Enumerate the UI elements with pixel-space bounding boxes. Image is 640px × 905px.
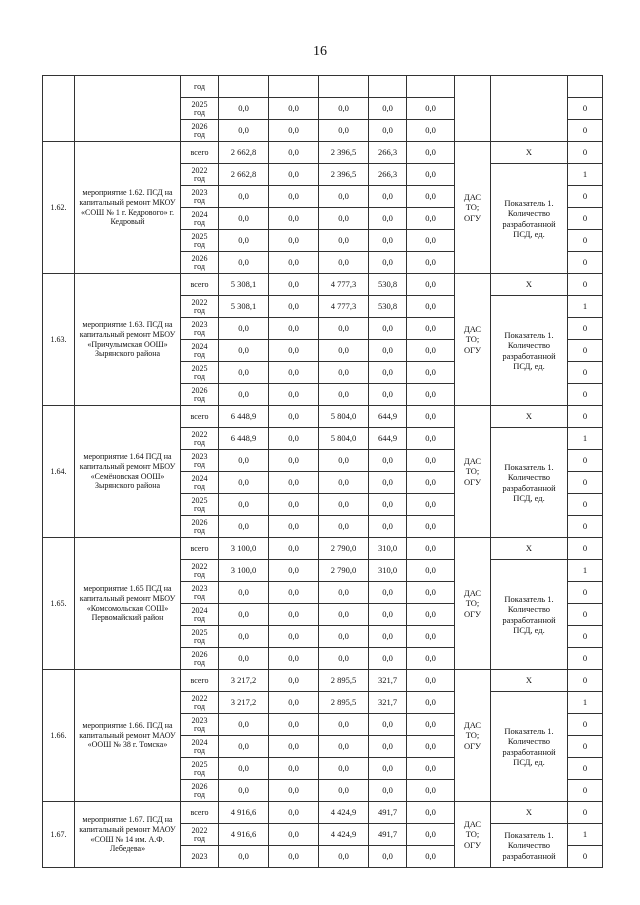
result-cell: 1: [568, 164, 603, 186]
result-cell: 0: [568, 538, 603, 560]
responsible-cell: ДАС ТО; ОГУ: [455, 538, 491, 670]
year-cell: 2022 год: [181, 824, 219, 846]
result-cell: 0: [568, 846, 603, 868]
value-cell: 0,0: [369, 318, 407, 340]
result-cell: 0: [568, 450, 603, 472]
value-cell: 0,0: [407, 384, 455, 406]
value-cell: 0,0: [407, 692, 455, 714]
measure-number-cell: [43, 76, 75, 142]
value-cell: 321,7: [369, 670, 407, 692]
value-cell: 0,0: [269, 450, 319, 472]
value-cell: 321,7: [369, 692, 407, 714]
year-cell: 2024 год: [181, 604, 219, 626]
value-cell: 0,0: [219, 714, 269, 736]
value-cell: 5 308,1: [219, 296, 269, 318]
value-cell: 0,0: [219, 736, 269, 758]
value-cell: 0,0: [369, 780, 407, 802]
table-row: [43, 802, 603, 824]
value-cell: 0,0: [407, 120, 455, 142]
value-cell: [407, 76, 455, 98]
value-cell: 0,0: [407, 560, 455, 582]
result-cell: 0: [568, 384, 603, 406]
value-cell: 0,0: [269, 582, 319, 604]
value-cell: 0,0: [369, 714, 407, 736]
value-cell: 266,3: [369, 142, 407, 164]
value-cell: 0,0: [407, 142, 455, 164]
responsible-cell: [455, 76, 491, 142]
value-cell: 0,0: [369, 186, 407, 208]
result-cell: 0: [568, 736, 603, 758]
value-cell: 0,0: [407, 604, 455, 626]
value-cell: 0,0: [407, 274, 455, 296]
value-cell: 0,0: [369, 494, 407, 516]
measure-number-cell: 1.64.: [43, 406, 75, 538]
value-cell: 5 804,0: [319, 406, 369, 428]
value-cell: 0,0: [369, 846, 407, 868]
value-cell: 0,0: [407, 670, 455, 692]
result-cell: 0: [568, 406, 603, 428]
value-cell: 0,0: [319, 780, 369, 802]
value-cell: 0,0: [407, 516, 455, 538]
value-cell: 0,0: [319, 604, 369, 626]
year-cell: 2022 год: [181, 428, 219, 450]
result-cell: 0: [568, 758, 603, 780]
indicator-x-cell: Х: [491, 670, 568, 692]
year-cell: 2024 год: [181, 340, 219, 362]
value-cell: 0,0: [407, 164, 455, 186]
result-cell: 0: [568, 274, 603, 296]
year-cell: всего: [181, 142, 219, 164]
value-cell: 0,0: [407, 252, 455, 274]
value-cell: 0,0: [369, 384, 407, 406]
value-cell: 0,0: [219, 780, 269, 802]
value-cell: [369, 76, 407, 98]
result-cell: 0: [568, 714, 603, 736]
indicator-x-cell: Х: [491, 406, 568, 428]
value-cell: 0,0: [219, 494, 269, 516]
value-cell: 4 916,6: [219, 802, 269, 824]
value-cell: 0,0: [319, 340, 369, 362]
year-cell: 2022 год: [181, 296, 219, 318]
value-cell: 0,0: [219, 582, 269, 604]
measure-number-cell: 1.65.: [43, 538, 75, 670]
result-cell: 0: [568, 340, 603, 362]
year-cell: 2023: [181, 846, 219, 868]
value-cell: 0,0: [407, 846, 455, 868]
value-cell: 2 396,5: [319, 164, 369, 186]
value-cell: 0,0: [269, 428, 319, 450]
value-cell: 0,0: [269, 538, 319, 560]
result-cell: 1: [568, 428, 603, 450]
responsible-cell: ДАС ТО; ОГУ: [455, 802, 491, 868]
value-cell: 0,0: [319, 120, 369, 142]
measure-name-cell: мероприятие 1.62. ПСД на капитальный ремонт МКОУ «СОШ № 1 г. Кедрового» г. Кедровый: [75, 142, 181, 274]
value-cell: 4 424,9: [319, 802, 369, 824]
value-cell: 0,0: [269, 98, 319, 120]
value-cell: 0,0: [319, 384, 369, 406]
value-cell: 6 448,9: [219, 406, 269, 428]
value-cell: [219, 76, 269, 98]
value-cell: 0,0: [407, 780, 455, 802]
value-cell: 0,0: [407, 582, 455, 604]
value-cell: 0,0: [407, 824, 455, 846]
value-cell: [269, 76, 319, 98]
value-cell: 3 100,0: [219, 538, 269, 560]
value-cell: 0,0: [407, 494, 455, 516]
result-cell: 0: [568, 208, 603, 230]
value-cell: 0,0: [369, 472, 407, 494]
table-row: [43, 538, 603, 560]
result-cell: 0: [568, 186, 603, 208]
year-cell: 2026 год: [181, 780, 219, 802]
value-cell: 2 895,5: [319, 670, 369, 692]
year-cell: 2026 год: [181, 252, 219, 274]
value-cell: 0,0: [369, 736, 407, 758]
measure-number-cell: 1.67.: [43, 802, 75, 868]
value-cell: 0,0: [219, 318, 269, 340]
year-cell: 2024 год: [181, 472, 219, 494]
value-cell: 0,0: [319, 582, 369, 604]
year-cell: 2025 год: [181, 362, 219, 384]
value-cell: 0,0: [407, 758, 455, 780]
value-cell: 2 662,8: [219, 142, 269, 164]
value-cell: 0,0: [219, 846, 269, 868]
value-cell: 0,0: [369, 626, 407, 648]
value-cell: 0,0: [269, 318, 319, 340]
year-cell: 2025 год: [181, 98, 219, 120]
indicator-cell: Показатель 1. Количество разработанной: [491, 824, 568, 868]
value-cell: 0,0: [219, 362, 269, 384]
value-cell: 0,0: [219, 186, 269, 208]
value-cell: 0,0: [369, 120, 407, 142]
value-cell: 0,0: [269, 670, 319, 692]
value-cell: 0,0: [407, 802, 455, 824]
measure-name-cell: мероприятие 1.64 ПСД на капитальный ремонт МБОУ «Семёновская ООШ» Зырянского района: [75, 406, 181, 538]
year-cell: 2023 год: [181, 714, 219, 736]
value-cell: 0,0: [219, 340, 269, 362]
value-cell: 0,0: [369, 252, 407, 274]
year-cell: 2023 год: [181, 318, 219, 340]
value-cell: 0,0: [407, 362, 455, 384]
indicator-x-cell: Х: [491, 142, 568, 164]
year-cell: всего: [181, 274, 219, 296]
year-cell: всего: [181, 670, 219, 692]
value-cell: 0,0: [269, 252, 319, 274]
value-cell: 530,8: [369, 296, 407, 318]
value-cell: 0,0: [219, 604, 269, 626]
value-cell: 6 448,9: [219, 428, 269, 450]
value-cell: 0,0: [219, 252, 269, 274]
value-cell: 3 217,2: [219, 670, 269, 692]
value-cell: 0,0: [369, 98, 407, 120]
value-cell: 0,0: [269, 626, 319, 648]
value-cell: 0,0: [219, 648, 269, 670]
value-cell: 310,0: [369, 538, 407, 560]
value-cell: 0,0: [369, 516, 407, 538]
year-cell: 2022 год: [181, 692, 219, 714]
value-cell: 491,7: [369, 802, 407, 824]
value-cell: 0,0: [269, 604, 319, 626]
value-cell: 0,0: [269, 692, 319, 714]
result-cell: 0: [568, 494, 603, 516]
value-cell: 0,0: [269, 472, 319, 494]
value-cell: 2 790,0: [319, 538, 369, 560]
year-cell: 2025 год: [181, 494, 219, 516]
year-cell: 2023 год: [181, 582, 219, 604]
result-cell: 1: [568, 296, 603, 318]
value-cell: 0,0: [219, 626, 269, 648]
measure-number-cell: 1.62.: [43, 142, 75, 274]
responsible-cell: ДАС ТО; ОГУ: [455, 670, 491, 802]
result-cell: 1: [568, 560, 603, 582]
value-cell: 0,0: [407, 406, 455, 428]
value-cell: 2 790,0: [319, 560, 369, 582]
table-row: [43, 142, 603, 164]
value-cell: 0,0: [369, 582, 407, 604]
value-cell: 0,0: [369, 450, 407, 472]
value-cell: 0,0: [369, 362, 407, 384]
indicator-cell: Показатель 1. Количество разработанной ПСД, ед.: [491, 560, 568, 670]
value-cell: 0,0: [269, 516, 319, 538]
result-cell: 0: [568, 582, 603, 604]
result-cell: 0: [568, 604, 603, 626]
value-cell: 0,0: [269, 296, 319, 318]
value-cell: 0,0: [219, 516, 269, 538]
value-cell: 0,0: [319, 626, 369, 648]
value-cell: 0,0: [319, 472, 369, 494]
table-row: [43, 406, 603, 428]
value-cell: 0,0: [407, 230, 455, 252]
year-cell: всего: [181, 802, 219, 824]
value-cell: 2 396,5: [319, 142, 369, 164]
value-cell: 0,0: [269, 714, 319, 736]
value-cell: 644,9: [369, 428, 407, 450]
measure-number-cell: 1.63.: [43, 274, 75, 406]
value-cell: 0,0: [269, 274, 319, 296]
result-cell: 0: [568, 626, 603, 648]
result-cell: 0: [568, 230, 603, 252]
value-cell: 0,0: [269, 802, 319, 824]
value-cell: 0,0: [319, 318, 369, 340]
value-cell: 0,0: [319, 98, 369, 120]
value-cell: 0,0: [319, 736, 369, 758]
measure-name-cell: мероприятие 1.63. ПСД на капитальный ремонт МБОУ «Причулымская ООШ» Зырянского района: [75, 274, 181, 406]
result-cell: 0: [568, 780, 603, 802]
value-cell: 0,0: [369, 604, 407, 626]
year-cell: 2026 год: [181, 516, 219, 538]
value-cell: 0,0: [319, 494, 369, 516]
result-cell: 0: [568, 472, 603, 494]
value-cell: 0,0: [269, 120, 319, 142]
year-cell: всего: [181, 406, 219, 428]
indicator-x-cell: Х: [491, 274, 568, 296]
result-cell: 1: [568, 824, 603, 846]
value-cell: 0,0: [369, 340, 407, 362]
table-row: [43, 274, 603, 296]
result-cell: 0: [568, 120, 603, 142]
measure-number-cell: 1.66.: [43, 670, 75, 802]
value-cell: 0,0: [407, 538, 455, 560]
value-cell: 0,0: [407, 340, 455, 362]
value-cell: 0,0: [219, 230, 269, 252]
result-cell: 0: [568, 142, 603, 164]
value-cell: 0,0: [219, 120, 269, 142]
value-cell: 0,0: [319, 648, 369, 670]
value-cell: 0,0: [269, 340, 319, 362]
value-cell: 0,0: [219, 758, 269, 780]
value-cell: 0,0: [369, 230, 407, 252]
value-cell: 2 662,8: [219, 164, 269, 186]
page-number: 16: [313, 44, 327, 59]
value-cell: 0,0: [269, 406, 319, 428]
value-cell: 0,0: [407, 318, 455, 340]
value-cell: 0,0: [407, 450, 455, 472]
year-cell: 2024 год: [181, 208, 219, 230]
value-cell: 0,0: [319, 208, 369, 230]
value-cell: 491,7: [369, 824, 407, 846]
measure-name-cell: мероприятие 1.67. ПСД на капитальный ремонт МАОУ «СОШ № 14 им. А.Ф. Лебедева»: [75, 802, 181, 868]
year-cell: 2023 год: [181, 450, 219, 472]
value-cell: 0,0: [319, 516, 369, 538]
measure-name-cell: мероприятие 1.66. ПСД на капитальный ремонт МАОУ «ООШ № 38 г. Томска»: [75, 670, 181, 802]
value-cell: 0,0: [319, 846, 369, 868]
value-cell: 4 777,3: [319, 274, 369, 296]
value-cell: 0,0: [269, 494, 319, 516]
value-cell: 0,0: [407, 98, 455, 120]
year-cell: 2025 год: [181, 758, 219, 780]
value-cell: 0,0: [269, 142, 319, 164]
value-cell: 0,0: [369, 758, 407, 780]
year-cell: год: [181, 76, 219, 98]
measures-table: [42, 75, 603, 868]
value-cell: 0,0: [269, 824, 319, 846]
result-cell: 0: [568, 98, 603, 120]
value-cell: 266,3: [369, 164, 407, 186]
year-cell: 2024 год: [181, 736, 219, 758]
value-cell: 0,0: [269, 648, 319, 670]
result-cell: 1: [568, 692, 603, 714]
year-cell: 2026 год: [181, 384, 219, 406]
indicator-cell: Показатель 1. Количество разработанной ПСД, ед.: [491, 428, 568, 538]
value-cell: 0,0: [269, 208, 319, 230]
year-cell: 2023 год: [181, 186, 219, 208]
value-cell: 2 895,5: [319, 692, 369, 714]
year-cell: 2022 год: [181, 164, 219, 186]
measure-name-cell: [75, 76, 181, 142]
responsible-cell: ДАС ТО; ОГУ: [455, 142, 491, 274]
indicator-cell: Показатель 1. Количество разработанной ПСД, ед.: [491, 692, 568, 802]
value-cell: [319, 76, 369, 98]
responsible-cell: ДАС ТО; ОГУ: [455, 274, 491, 406]
year-cell: 2025 год: [181, 230, 219, 252]
result-cell: 0: [568, 362, 603, 384]
value-cell: 0,0: [407, 428, 455, 450]
value-cell: 4 777,3: [319, 296, 369, 318]
value-cell: 5 804,0: [319, 428, 369, 450]
indicator-x-cell: Х: [491, 802, 568, 824]
result-cell: 0: [568, 670, 603, 692]
indicator-x-cell: Х: [491, 538, 568, 560]
value-cell: 0,0: [219, 472, 269, 494]
value-cell: 310,0: [369, 560, 407, 582]
measure-name-cell: мероприятие 1.65 ПСД на капитальный ремонт МБОУ «Комсомольская СОШ» Первомайский район: [75, 538, 181, 670]
value-cell: 0,0: [269, 384, 319, 406]
value-cell: 0,0: [407, 648, 455, 670]
value-cell: 0,0: [269, 780, 319, 802]
value-cell: 0,0: [269, 230, 319, 252]
value-cell: 0,0: [269, 736, 319, 758]
value-cell: 0,0: [319, 758, 369, 780]
value-cell: 0,0: [269, 164, 319, 186]
result-cell: 0: [568, 516, 603, 538]
value-cell: 0,0: [269, 846, 319, 868]
value-cell: 0,0: [269, 758, 319, 780]
value-cell: 0,0: [319, 186, 369, 208]
value-cell: 4 916,6: [219, 824, 269, 846]
value-cell: 0,0: [319, 230, 369, 252]
indicator-cell: Показатель 1. Количество разработанной ПСД, ед.: [491, 164, 568, 274]
value-cell: 0,0: [407, 736, 455, 758]
value-cell: 0,0: [407, 186, 455, 208]
value-cell: 0,0: [407, 714, 455, 736]
result-cell: 0: [568, 802, 603, 824]
indicator-cell: Показатель 1. Количество разработанной ПСД, ед.: [491, 296, 568, 406]
year-cell: 2026 год: [181, 648, 219, 670]
value-cell: 0,0: [369, 208, 407, 230]
year-cell: 2025 год: [181, 626, 219, 648]
value-cell: 0,0: [219, 208, 269, 230]
value-cell: 0,0: [269, 362, 319, 384]
value-cell: 644,9: [369, 406, 407, 428]
value-cell: 0,0: [319, 714, 369, 736]
value-cell: 3 217,2: [219, 692, 269, 714]
table-row: [43, 76, 603, 98]
value-cell: 0,0: [407, 296, 455, 318]
result-cell: 0: [568, 648, 603, 670]
value-cell: 0,0: [407, 472, 455, 494]
result-cell: [568, 76, 603, 98]
value-cell: 5 308,1: [219, 274, 269, 296]
value-cell: 0,0: [219, 98, 269, 120]
value-cell: 0,0: [319, 362, 369, 384]
result-cell: 0: [568, 252, 603, 274]
value-cell: 0,0: [269, 560, 319, 582]
responsible-cell: ДАС ТО; ОГУ: [455, 406, 491, 538]
value-cell: 4 424,9: [319, 824, 369, 846]
value-cell: 0,0: [319, 450, 369, 472]
indicator-cell: [491, 76, 568, 142]
value-cell: 0,0: [369, 648, 407, 670]
table-row: [43, 670, 603, 692]
value-cell: 0,0: [219, 450, 269, 472]
value-cell: 0,0: [407, 626, 455, 648]
year-cell: всего: [181, 538, 219, 560]
value-cell: 530,8: [369, 274, 407, 296]
value-cell: 0,0: [407, 208, 455, 230]
value-cell: 0,0: [269, 186, 319, 208]
value-cell: 0,0: [219, 384, 269, 406]
value-cell: 3 100,0: [219, 560, 269, 582]
value-cell: 0,0: [319, 252, 369, 274]
result-cell: 0: [568, 318, 603, 340]
year-cell: 2026 год: [181, 120, 219, 142]
year-cell: 2022 год: [181, 560, 219, 582]
